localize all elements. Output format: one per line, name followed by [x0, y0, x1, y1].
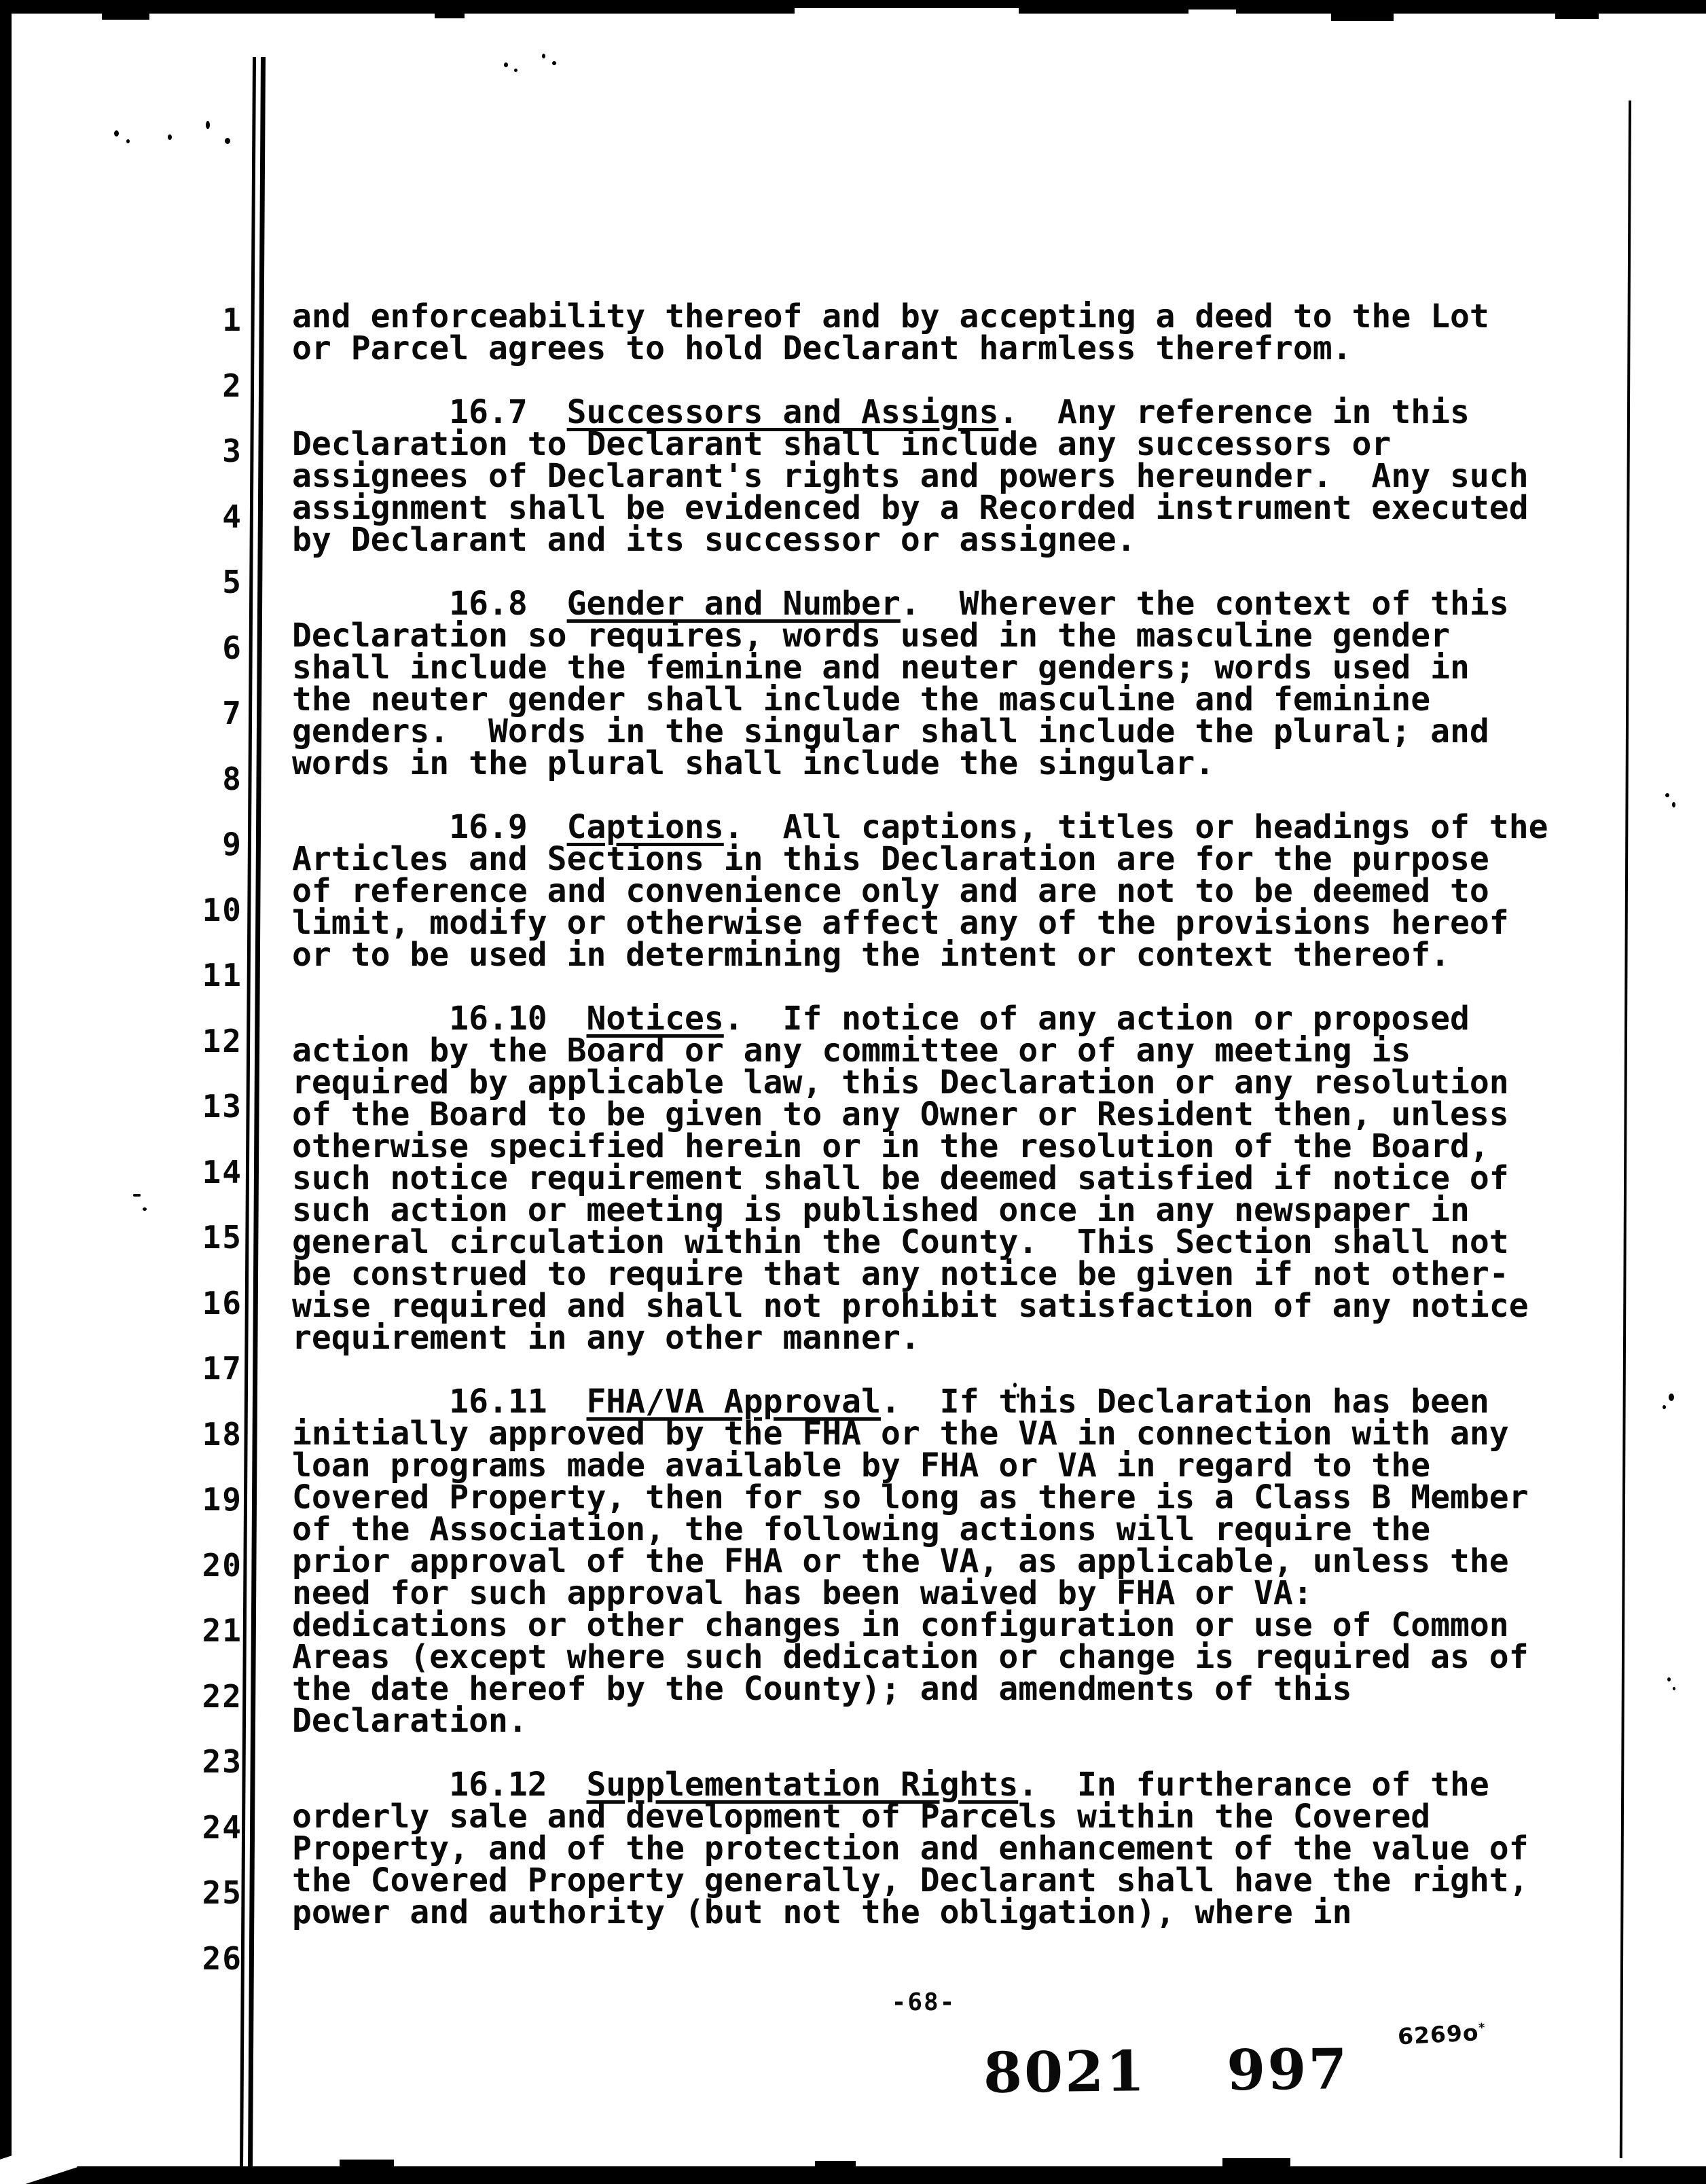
text-line — [292, 1000, 1623, 1038]
text-line — [292, 1766, 1623, 1804]
scan-drip — [102, 14, 149, 20]
line-number: 25 — [202, 1874, 242, 1911]
line-number: 23 — [202, 1743, 242, 1780]
scan-drip — [340, 2160, 394, 2166]
text-line — [292, 365, 1623, 397]
document-id-value: 6269o — [1397, 2019, 1480, 2050]
text-line — [292, 872, 1623, 910]
line-number: 10 — [202, 891, 242, 928]
text-line — [292, 1319, 1623, 1357]
text-run: action by the Board or any committee or of any meeting is — [292, 1032, 1411, 1070]
scan-speck — [126, 139, 130, 143]
text-line — [292, 840, 1623, 878]
text-line — [292, 1383, 1623, 1421]
scan-speck — [133, 1194, 141, 1197]
text-line — [292, 1702, 1623, 1740]
text-run: the date hereof by the County); and amendments of this — [292, 1670, 1352, 1708]
text-line — [292, 1861, 1623, 1899]
text-line — [292, 744, 1623, 782]
text-line — [292, 1415, 1623, 1453]
text-run: Areas (except where such dedication or change is required as of — [292, 1638, 1529, 1676]
text-run: of the Board to be given to any Owner or Resident then, unless — [292, 1095, 1509, 1133]
text-line — [292, 1798, 1623, 1836]
text-run: the neuter gender shall include the masculine and feminine — [292, 680, 1431, 718]
line-number: 14 — [202, 1153, 242, 1190]
text-run: assignment shall be evidenced by a Recorded instrument executed — [292, 489, 1529, 527]
text-run: Declaration so requires, words used in the masculine gender — [292, 617, 1451, 655]
scan-edge-bottom — [0, 2166, 1706, 2184]
line-number: 26 — [202, 1940, 242, 1977]
line-number: 17 — [202, 1350, 242, 1387]
text-run: . In furtherance of the — [1018, 1766, 1489, 1804]
text-run: 16.12 — [292, 1766, 587, 1804]
text-line — [292, 1287, 1623, 1325]
text-line — [292, 1510, 1623, 1548]
line-number: 13 — [202, 1088, 242, 1125]
line-number: 20 — [202, 1546, 242, 1584]
text-run: 16.11 — [292, 1383, 587, 1421]
text-run: Property, and of the protection and enhancement of the value of — [292, 1830, 1529, 1868]
line-number: 21 — [202, 1612, 242, 1649]
text-run: assignees of Declarant's rights and powers hereunder. Any such — [292, 457, 1529, 495]
text-run: be construed to require that any notice be given if not other- — [292, 1255, 1509, 1293]
text-run: prior approval of the FHA or the VA, as applicable, unless the — [292, 1542, 1509, 1580]
page-number: -68- — [891, 1988, 956, 2016]
scan-speck — [1665, 793, 1669, 797]
scan-notch — [795, 8, 1019, 14]
scan-speck — [1672, 802, 1675, 807]
section-title: Notices — [586, 1000, 724, 1038]
scan-speck — [552, 61, 556, 65]
text-line — [292, 936, 1623, 974]
text-line — [292, 1032, 1623, 1070]
text-line — [292, 1737, 1623, 1769]
text-run: Covered Property, then for so long as there is a Class B Member — [292, 1478, 1529, 1516]
text-line — [292, 1446, 1623, 1485]
text-run: . All captions, titles or headings of the — [723, 808, 1548, 846]
text-run: limit, modify or otherwise affect any of the provisions hereof — [292, 904, 1509, 942]
text-line — [292, 904, 1623, 942]
scan-drip — [435, 14, 465, 18]
text-line — [292, 1354, 1623, 1386]
line-number: 22 — [202, 1677, 242, 1715]
text-line — [292, 329, 1623, 367]
scan-speck — [1663, 1405, 1666, 1409]
text-run: . Wherever the context of this — [900, 585, 1509, 623]
line-number: 24 — [202, 1808, 242, 1846]
scan-speck — [514, 69, 518, 72]
scan-speck — [1669, 1394, 1674, 1401]
text-run: general circulation within the County. This Section shall not — [292, 1223, 1509, 1261]
text-line — [292, 808, 1623, 846]
document-id-mark: * — [1478, 2020, 1487, 2036]
text-line — [292, 617, 1623, 655]
text-line — [292, 1159, 1623, 1197]
text-line — [292, 680, 1623, 718]
line-number: 16 — [202, 1284, 242, 1322]
text-run: shall include the feminine and neuter genders; words used in — [292, 649, 1470, 687]
scan-edge-left — [0, 0, 12, 2184]
line-number: 1 — [222, 302, 242, 338]
text-run: 16.7 — [292, 393, 567, 431]
text-line — [292, 712, 1623, 750]
text-line — [292, 297, 1623, 335]
text-line — [292, 521, 1623, 559]
text-run: of reference and convenience only and are not to be deemed to — [292, 872, 1489, 910]
text-line — [292, 1191, 1623, 1229]
text-run: requirement in any other manner. — [292, 1319, 920, 1357]
text-run: . Any reference in this — [998, 393, 1470, 431]
text-run: such notice requirement shall be deemed satisfied if notice of — [292, 1159, 1509, 1197]
scan-drip — [815, 2161, 856, 2166]
scan-drip — [1222, 2158, 1290, 2166]
text-line — [292, 649, 1623, 687]
section-title: Gender and Number — [566, 585, 901, 623]
recorder-stamp-number — [983, 2037, 1349, 2106]
scan-speck — [1673, 1687, 1675, 1690]
text-line — [292, 556, 1623, 588]
text-run: 16.10 — [292, 1000, 587, 1038]
text-run: . If notice of any action or proposed — [723, 1000, 1470, 1038]
text-line — [292, 1127, 1623, 1165]
text-run: of the Association, the following actions will require the — [292, 1510, 1431, 1548]
text-column — [292, 297, 1623, 1931]
text-run: Declaration to Declarant shall include any successors or — [292, 425, 1392, 463]
section-title: Supplementation Rights — [586, 1766, 1019, 1804]
text-run: words in the plural shall include the singular. — [292, 744, 1215, 782]
text-run: by Declarant and its successor or assignee. — [292, 521, 1136, 559]
text-line — [292, 1670, 1623, 1708]
text-line — [292, 1063, 1623, 1102]
scan-speck — [504, 62, 508, 67]
line-number: 12 — [202, 1022, 242, 1059]
text-run: Articles and Sections in this Declaration are for the purpose — [292, 840, 1489, 878]
scan-speck — [114, 130, 119, 136]
text-run: or Parcel agrees to hold Declarant harmless therefrom. — [292, 329, 1352, 367]
text-run: or to be used in determining the intent or context thereof. — [292, 936, 1451, 974]
text-line — [292, 585, 1623, 623]
line-number: 4 — [222, 498, 242, 535]
line-number: 5 — [222, 564, 242, 600]
stamp-number-right: 997 — [1226, 2037, 1349, 2104]
text-line — [292, 1095, 1623, 1133]
text-run: initially approved by the FHA or the VA in connection with any — [292, 1415, 1509, 1453]
text-line — [292, 1478, 1623, 1516]
text-run: orderly sale and development of Parcels within the Covered — [292, 1798, 1431, 1836]
text-run: genders. Words in the singular shall include the plural; and — [292, 712, 1489, 750]
text-line — [292, 1638, 1623, 1676]
text-line — [292, 489, 1623, 527]
stamp-number-left: 8021 — [983, 2039, 1147, 2106]
scan-drip — [1331, 14, 1394, 21]
line-number: 7 — [222, 695, 242, 731]
text-line — [292, 1574, 1623, 1612]
scan-speck — [143, 1207, 147, 1211]
scan-notch — [1188, 10, 1236, 14]
text-run: dedications or other changes in configuration or use of Common — [292, 1606, 1509, 1644]
text-run: and enforceability thereof and by accepting a deed to the Lot — [292, 297, 1489, 335]
section-title: Successors and Assigns — [566, 393, 999, 431]
line-number-column — [153, 0, 242, 2184]
text-line — [292, 1830, 1623, 1868]
text-run: power and authority (but not the obligation), where in — [292, 1893, 1352, 1931]
text-line — [292, 1606, 1623, 1644]
scan-speck — [1667, 1677, 1671, 1681]
text-run: such action or meeting is published once in any newspaper in — [292, 1191, 1470, 1229]
line-number: 15 — [202, 1219, 242, 1256]
text-line — [292, 780, 1623, 812]
text-run: 16.8 — [292, 585, 567, 623]
section-title: Captions — [566, 808, 724, 846]
document-id-stamp — [1397, 2019, 1487, 2050]
text-line — [292, 1255, 1623, 1293]
text-line — [292, 393, 1623, 431]
text-run: 16.9 — [292, 808, 567, 846]
line-number: 19 — [202, 1481, 242, 1518]
line-number: 8 — [222, 760, 242, 797]
text-run: otherwise specified herein or in the resolution of the Board, — [292, 1127, 1489, 1165]
scan-drip — [1555, 14, 1599, 19]
line-number: 11 — [202, 957, 242, 994]
text-run: required by applicable law, this Declaration or any resolution — [292, 1063, 1509, 1102]
line-number: 2 — [222, 367, 242, 404]
text-line — [292, 425, 1623, 463]
text-line — [292, 1893, 1623, 1931]
text-run: . If this Declaration has been — [880, 1383, 1489, 1421]
scan-speck — [542, 54, 545, 58]
text-run: Declaration. — [292, 1702, 528, 1740]
line-number: 6 — [222, 629, 242, 666]
line-number: 9 — [222, 826, 242, 862]
text-run: need for such approval has been waived by FHA or VA: — [292, 1574, 1313, 1612]
text-line — [292, 457, 1623, 495]
text-line — [292, 1223, 1623, 1261]
line-number: 18 — [202, 1415, 242, 1453]
text-run: loan programs made available by FHA or VA in regard to the — [292, 1446, 1431, 1485]
text-run: wise required and shall not prohibit satisfaction of any notice — [292, 1287, 1529, 1325]
left-margin-double-rule — [240, 57, 268, 2166]
text-line — [292, 971, 1623, 1003]
section-title: FHA/VA Approval — [586, 1383, 881, 1421]
text-run: the Covered Property generally, Declarant shall have the right, — [292, 1861, 1529, 1899]
line-number: 3 — [222, 433, 242, 469]
text-line — [292, 1542, 1623, 1580]
